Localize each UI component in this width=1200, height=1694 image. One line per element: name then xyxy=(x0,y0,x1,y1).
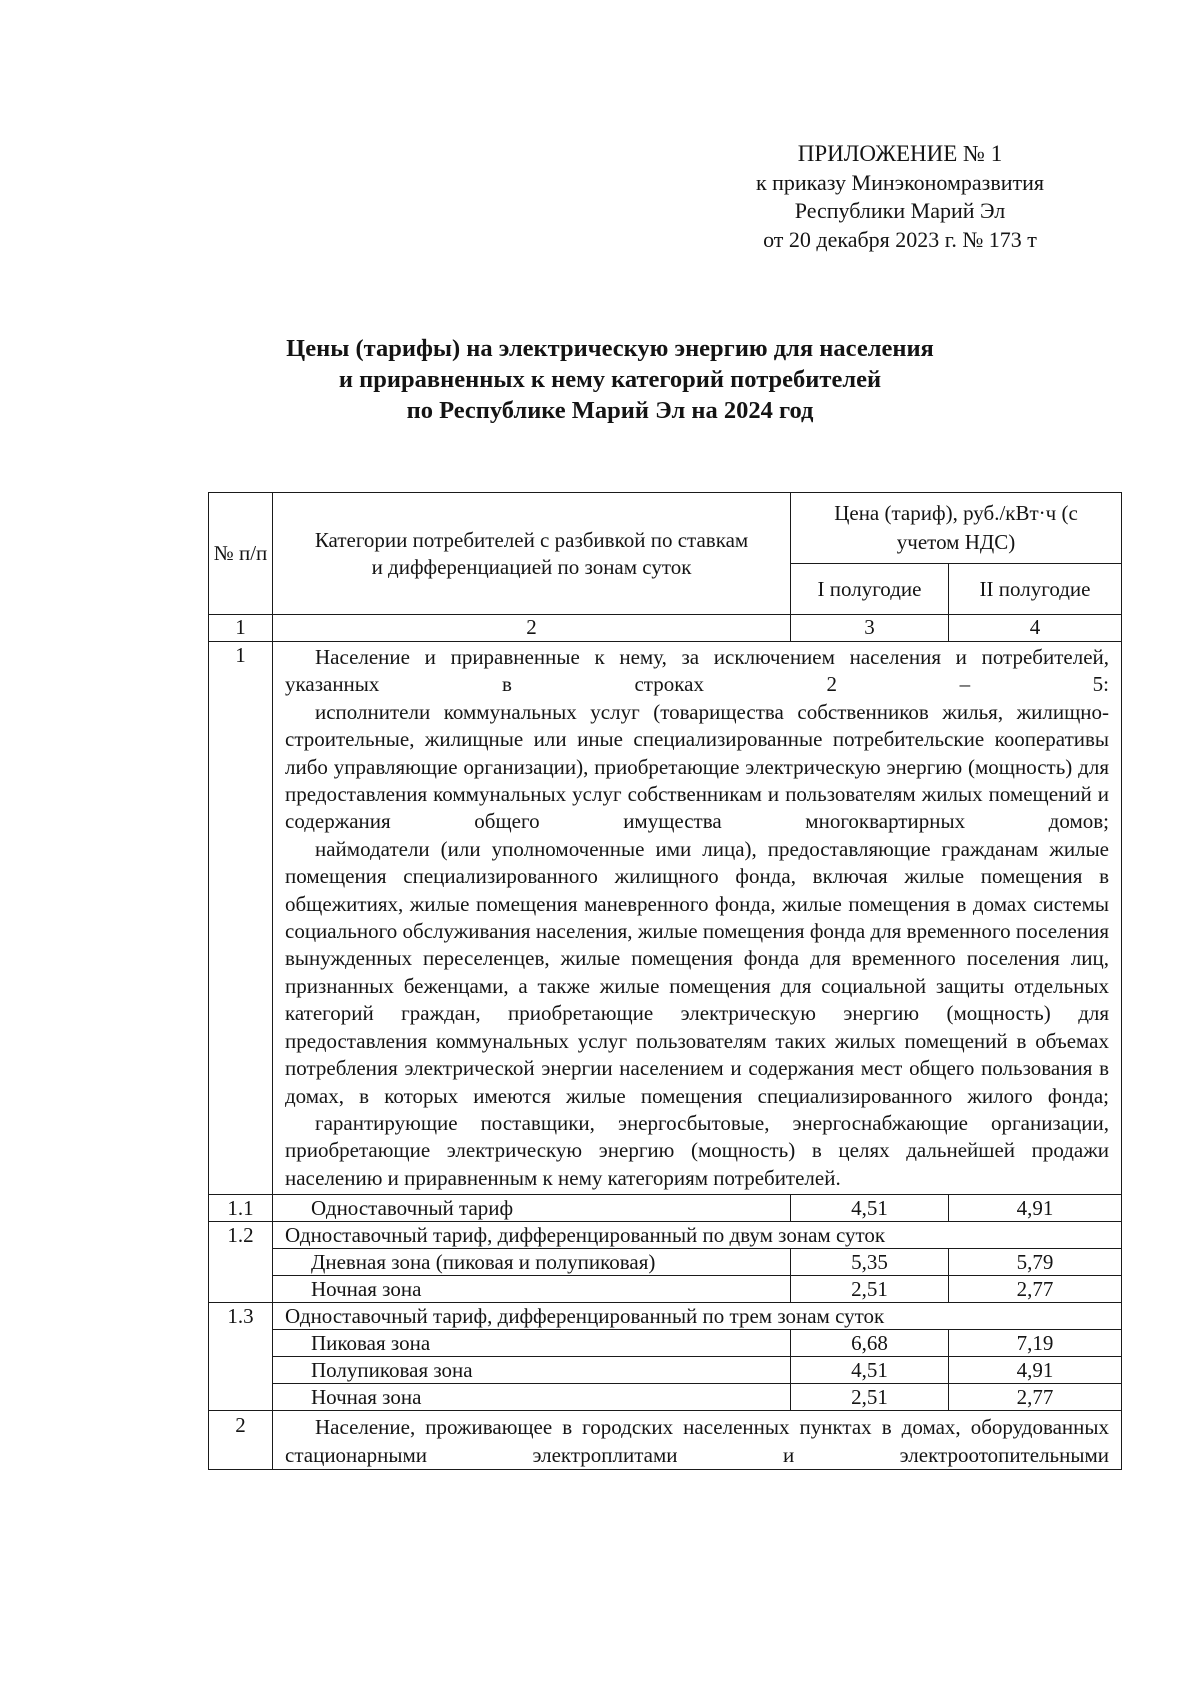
row-1-3-peak xyxy=(209,1330,1122,1357)
row-1-2 xyxy=(209,1222,1122,1249)
zone-label: Пиковая зона xyxy=(273,1330,791,1357)
row-2-description xyxy=(273,1411,1122,1470)
header-num: № п/п xyxy=(209,493,273,615)
zone-label: Полупиковая зона xyxy=(273,1357,791,1384)
row-1-para-3: наймодатели (или уполномоченные ими лица), предоставляющие гражданам жилые помещения специализированного жилищного фонда, включая жилые помещения в общежитиях, жилые помещения маневренного фонда, жилые помещения в домах системы социального обслуживания населения, жилые помещения фонда для временного поселения вынужденных переселенцев, жилые помещения фонда для временного поселения лиц, признанных беженцами, а также жилые помещения для социальной защиты отдельных категорий граждан, приобретающие электрическую энергию (мощность) для предоставления коммунальных услуг пользователям таких жилых помещений в объемах потребления электрической энергии населением и содержания мест общего пользования в домах, в которых имеются жилые помещения специализированного жилого фонда; xyxy=(285,836,1110,1108)
document-title xyxy=(230,333,990,426)
price-half-1: 4,51 xyxy=(791,1195,949,1222)
header-category xyxy=(273,493,791,615)
price-half-2: 2,77 xyxy=(949,1384,1122,1411)
row-1 xyxy=(209,642,1122,1195)
zone-label: Ночная зона xyxy=(273,1384,791,1411)
column-number-row xyxy=(209,615,1122,642)
price-half-2: 5,79 xyxy=(949,1249,1122,1276)
tariff-table xyxy=(208,492,1122,1470)
column-number: 4 xyxy=(949,615,1122,642)
row-2 xyxy=(209,1411,1122,1470)
price-half-1: 4,51 xyxy=(791,1357,949,1384)
row-num: 1.3 xyxy=(209,1303,273,1411)
row-1-3-semipeak xyxy=(209,1357,1122,1384)
appendix-line-order: к приказу Минэкономразвития xyxy=(755,169,1045,195)
row-label: Одноставочный тариф xyxy=(273,1195,791,1222)
appendix-heading: ПРИЛОЖЕНИЕ № 1 xyxy=(797,141,1003,166)
row-1-2-night xyxy=(209,1276,1122,1303)
price-half-2: 2,77 xyxy=(949,1276,1122,1303)
price-half-1: 5,35 xyxy=(791,1249,949,1276)
header-category-text: Категории потребителей с разбивкой по ставкам и дифференциацией по зонам суток xyxy=(314,527,749,579)
column-number: 2 xyxy=(273,615,791,642)
price-half-2: 4,91 xyxy=(949,1357,1122,1384)
header-price-text: Цена (тариф), руб./кВт·ч (с учетом НДС) xyxy=(834,501,1078,554)
zone-label: Ночная зона xyxy=(273,1276,791,1303)
header-row xyxy=(209,493,1122,564)
price-half-1: 2,51 xyxy=(791,1276,949,1303)
row-num: 2 xyxy=(209,1411,273,1470)
row-num: 1.2 xyxy=(209,1222,273,1303)
header-price xyxy=(791,493,1122,564)
row-1-2-day xyxy=(209,1249,1122,1276)
price-half-2: 7,19 xyxy=(949,1330,1122,1357)
appendix-line-date: от 20 декабря 2023 г. № 173 т xyxy=(763,226,1037,252)
row-1-3-night xyxy=(209,1384,1122,1411)
zone-label: Дневная зона (пиковая и полупиковая) xyxy=(273,1249,791,1276)
row-1-para-1: Население и приравненные к нему, за исключением населения и потребителей, указанных в строках 2 – 5: xyxy=(285,645,1110,697)
column-number: 3 xyxy=(791,615,949,642)
row-num: 1.1 xyxy=(209,1195,273,1222)
row-1-3 xyxy=(209,1303,1122,1330)
title-line-1: Цены (тарифы) на электрическую энергию для населения xyxy=(286,335,934,362)
title-line-2: и приравненных к нему категорий потребителей xyxy=(338,366,882,393)
row-1-para-2: исполнители коммунальных услуг (товарищества собственников жилья, жилищно-строительные, жилищные или иные специализированные потребительские кооперативы либо управляющие организации), приобретающие электрическую энергию (мощность) для предоставления коммунальных услуг собственникам и пользователям жилых помещений и содержания общего имущества многоквартирных домов; xyxy=(285,699,1110,834)
price-half-1: 2,51 xyxy=(791,1384,949,1411)
row-label: Одноставочный тариф, дифференцированный по двум зонам суток xyxy=(273,1222,1122,1249)
row-label: Одноставочный тариф, дифференцированный по трем зонам суток xyxy=(273,1303,1122,1330)
header-half-1: I полугодие xyxy=(791,564,949,615)
appendix-line-republic: Республики Марий Эл xyxy=(794,198,1006,223)
header-half-2: II полугодие xyxy=(949,564,1122,615)
row-1-description xyxy=(273,642,1122,1195)
price-half-1: 6,68 xyxy=(791,1330,949,1357)
row-2-text: Население, проживающее в городских населенных пунктах в домах, оборудованных стационарными электроплитами и электроотопительными xyxy=(285,1415,1110,1468)
appendix-block xyxy=(700,140,1100,254)
row-1-1 xyxy=(209,1195,1122,1222)
title-line-3: по Республике Марий Эл на 2024 год xyxy=(406,397,814,424)
row-num: 1 xyxy=(209,642,273,1195)
price-half-2: 4,91 xyxy=(949,1195,1122,1222)
row-1-para-4: гарантирующие поставщики, энергосбытовые, энергоснабжающие организации, приобретающие электрическую энергию (мощность) в целях дальнейшей продажи населению и приравненным к нему категориям потребителей. xyxy=(285,1110,1110,1190)
column-number: 1 xyxy=(209,615,273,642)
